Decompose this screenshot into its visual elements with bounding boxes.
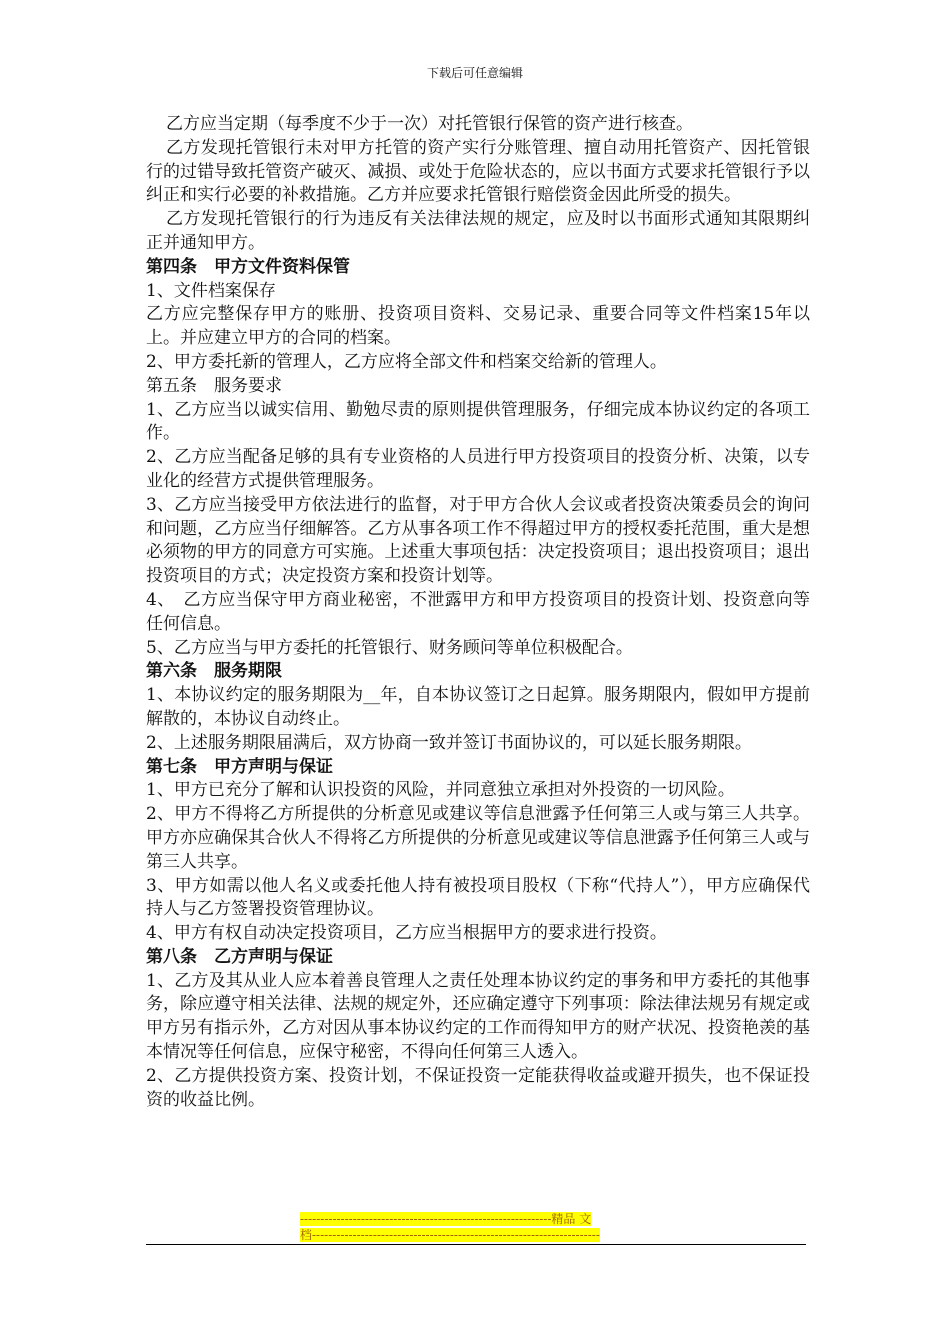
footer-divider — [146, 1244, 806, 1245]
paragraph: 3、乙方应当接受甲方依法进行的监督，对于甲方合伙人会议或者投资决策委员会的询问和问题，乙方应当仔细解答。乙方从事各项工作不得超过甲方的授权委托范围，重大是想必须物的甲方的同意方可实施。上述重大事项包括：决定投资项目；退出投资项目；退出投资项目的方式；决定投资方案和投资计划等。 — [146, 494, 810, 587]
page-header: 下载后可任意编辑 — [426, 66, 523, 80]
paragraph: 乙方发现托管银行未对甲方托管的资产实行分账管理、擅自动用托管资产、因托管银行的过错导致托管资产破灭、减损、或处于危险状态的，应以书面方式要求托管银行予以纠正和实行必要的补救措施。乙方并应要求托管银行赔偿资金因此所受的损失。 — [146, 137, 810, 206]
section-heading: 第六条 服务期限 — [146, 661, 282, 682]
paragraph: 乙方应完整保存甲方的账册、投资项目资料、交易记录、重要合同等文件档案15年以上。并应建立甲方的合同的档案。 — [146, 304, 810, 349]
watermark-line-1: --------------------------------------------------------------精品 文 — [300, 1212, 592, 1226]
paragraph: 1、乙方及其从业人应本着善良管理人之责任处理本协议约定的事务和甲方委托的其他事务，除应遵守相关法律、法规的规定外，还应确定遵守下列事项：除法律法规另有规定或甲方另有指示外，乙方对因从事本协议约定的工作而得知甲方的财产状况、投资艳羡的基本情况等任何信息，应保守秘密，不得向任何第三人透入。 — [146, 970, 810, 1063]
section-heading: 第五条 服务要求 — [146, 375, 282, 396]
paragraph: 1、文件档案保存 — [146, 280, 276, 301]
watermark-line-2: 档----------------------------------------------------------------------- — [300, 1228, 600, 1242]
watermark-footer — [300, 1211, 650, 1243]
paragraph: 2、上述服务期限届满后，双方协商一致并签订书面协议的，可以延长服务期限。 — [146, 732, 752, 753]
paragraph: 4、 乙方应当保守甲方商业秘密，不泄露甲方和甲方投资项目的投资计划、投资意向等任何信息。 — [146, 589, 810, 634]
section-heading: 第四条 甲方文件资料保管 — [146, 256, 350, 277]
paragraph: 5、乙方应当与甲方委托的托管银行、财务顾问等单位积极配合。 — [146, 637, 633, 658]
paragraph: 3、甲方如需以他人名义或委托他人持有被投项目股权（下称“代持人”），甲方应确保代持人与乙方签署投资管理协议。 — [146, 875, 810, 920]
paragraph: 1、乙方应当以诚实信用、勤勉尽责的原则提供管理服务，仔细完成本协议约定的各项工作。 — [146, 399, 810, 444]
paragraph: 2、甲方委托新的管理人，乙方应将全部文件和档案交给新的管理人。 — [146, 351, 667, 372]
paragraph: 1、本协议约定的服务期限为__年，自本协议签订之日起算。服务期限内，假如甲方提前解散的，本协议自动终止。 — [146, 685, 810, 729]
paragraph: 乙方应当定期（每季度不少于一次）对托管银行保管的资产进行核查。 — [166, 114, 693, 134]
section-heading: 第七条 甲方声明与保证 — [146, 756, 333, 777]
paragraph: 2、乙方提供投资方案、投资计划，不保证投资一定能获得收益或避开损失，也不保证投资的收益比例。 — [146, 1065, 810, 1110]
section-heading: 第八条 乙方声明与保证 — [146, 946, 333, 967]
paragraph: 乙方发现托管银行的行为违反有关法律法规的规定，应及时以书面形式通知其限期纠正并通知甲方。 — [146, 209, 810, 253]
paragraph: 2、乙方应当配备足够的具有专业资格的人员进行甲方投资项目的投资分析、决策，以专业化的经营方式提供管理服务。 — [146, 447, 810, 491]
paragraph: 1、甲方已充分了解和认识投资的风险，并同意独立承担对外投资的一切风险。 — [146, 780, 735, 801]
document-body — [146, 113, 810, 1112]
paragraph: 2、甲方不得将乙方所提供的分析意见或建议等信息泄露予任何第三人或与第三人共享。甲方亦应确保其合伙人不得将乙方所提供的分析意见或建议等信息泄露予任何第三人或与第三人共享。 — [146, 804, 810, 872]
paragraph: 4、甲方有权自动决定投资项目，乙方应当根据甲方的要求进行投资。 — [146, 923, 667, 944]
